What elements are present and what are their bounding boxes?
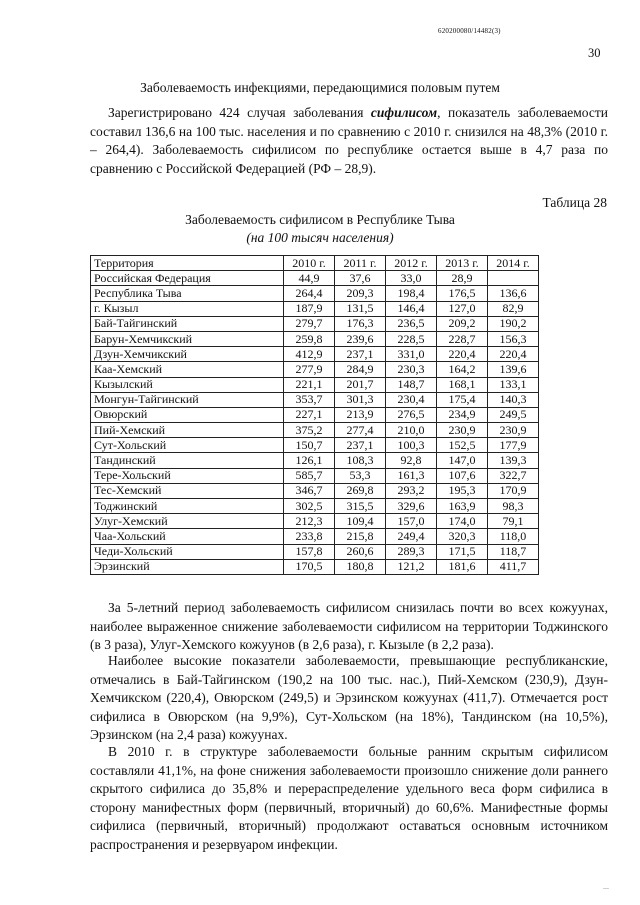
rate-cell: 161,3 [386,468,437,483]
territory-cell: Барун-Хемчикский [91,331,284,346]
rate-cell: 127,0 [437,301,488,316]
rate-cell: 346,7 [284,483,335,498]
column-header: 2010 г. [284,256,335,271]
column-header: 2014 г. [488,256,539,271]
rate-cell: 213,9 [335,407,386,422]
rate-cell: 190,2 [488,316,539,331]
rate-cell: 157,0 [386,514,437,529]
territory-cell: Сут-Хольский [91,438,284,453]
paragraph-trend: За 5-летний период заболеваемость сифилисом снизилась почти во всех кожуунах, наиболее выраженное снижение заболеваемости сифилисом на территории Тоджинского (в 3 раза), Улуг-Хемского кожуунов (в 2,6 раза), г. Кызыле (в 2,2 раза). [90,600,608,653]
rate-cell: 279,7 [284,316,335,331]
territory-cell: Тере-Хольский [91,468,284,483]
intro-text-after: , показатель заболеваемости составил 136,6 на 100 тыс. населения и по сравнению с 2010 г. снизился на 48,3% (2010 г. – 264,4). Заболеваемость сифилисом по республике остается выше в 4,7 раза по сравнению с Российской Федерацией (РФ – 28,9). [90,105,608,176]
table-row [91,453,539,468]
rate-cell: 277,4 [335,423,386,438]
rate-cell: 187,9 [284,301,335,316]
rate-cell: 331,0 [386,347,437,362]
territory-cell: Российская Федерация [91,271,284,286]
rate-cell: 108,3 [335,453,386,468]
rate-cell: 170,9 [488,483,539,498]
rate-cell: 147,0 [437,453,488,468]
table-row [91,423,539,438]
intro-emphasis: сифилисом [370,105,438,120]
table-row [91,407,539,422]
territory-cell: Республика Тыва [91,286,284,301]
column-header: 2011 г. [335,256,386,271]
rate-cell: 98,3 [488,499,539,514]
rate-cell: 118,0 [488,529,539,544]
rate-cell: 164,2 [437,362,488,377]
syphilis-incidence-table [90,255,539,575]
rate-cell: 198,4 [386,286,437,301]
table-row [91,544,539,559]
rate-cell: 177,9 [488,438,539,453]
rate-cell: 375,2 [284,423,335,438]
column-header: Территория [91,256,284,271]
rate-cell: 259,8 [284,331,335,346]
rate-cell: 163,9 [437,499,488,514]
rate-cell: 156,3 [488,331,539,346]
rate-cell: 302,5 [284,499,335,514]
territory-cell: Чаа-Хольский [91,529,284,544]
rate-cell: 152,5 [437,438,488,453]
table-row [91,468,539,483]
rate-cell: 289,3 [386,544,437,559]
table-row [91,483,539,498]
column-header: 2012 г. [386,256,437,271]
rate-cell: 301,3 [335,392,386,407]
rate-cell: 170,5 [284,559,335,574]
territory-cell: Чеди-Хольский [91,544,284,559]
rate-cell: 126,1 [284,453,335,468]
table-label: Таблица 28 [542,195,607,210]
rate-cell: 237,1 [335,438,386,453]
rate-cell: 315,5 [335,499,386,514]
table-row [91,392,539,407]
rate-cell: 237,1 [335,347,386,362]
territory-cell: Каа-Хемский [91,362,284,377]
rate-cell: 150,7 [284,438,335,453]
column-header: 2013 г. [437,256,488,271]
territory-cell: Дзун-Хемчикский [91,347,284,362]
rate-cell: 79,1 [488,514,539,529]
territory-cell: Монгун-Тайгинский [91,392,284,407]
table-title: Заболеваемость сифилисом в Республике Тыва [185,212,455,227]
rate-cell: 139,3 [488,453,539,468]
rate-cell: 215,8 [335,529,386,544]
rate-cell: 44,9 [284,271,335,286]
table-row [91,316,539,331]
rate-cell: 148,7 [386,377,437,392]
rate-cell: 131,5 [335,301,386,316]
rate-cell: 230,4 [386,392,437,407]
rate-cell: 227,1 [284,407,335,422]
table-row [91,331,539,346]
rate-cell: 28,9 [437,271,488,286]
rate-cell: 236,5 [386,316,437,331]
territory-cell: Тес-Хемский [91,483,284,498]
rate-cell: 171,5 [437,544,488,559]
rate-cell [488,271,539,286]
rate-cell: 234,9 [437,407,488,422]
table-row [91,347,539,362]
rate-cell: 412,9 [284,347,335,362]
territory-cell: Бай-Тайгинский [91,316,284,331]
rate-cell: 209,3 [335,286,386,301]
rate-cell: 293,2 [386,483,437,498]
rate-cell: 209,2 [437,316,488,331]
table-row [91,499,539,514]
rate-cell: 181,6 [437,559,488,574]
rate-cell: 585,7 [284,468,335,483]
section-title: Заболеваемость инфекциями, передающимися половым путем [140,80,500,95]
rate-cell: 92,8 [386,453,437,468]
rate-cell: 37,6 [335,271,386,286]
rate-cell: 269,8 [335,483,386,498]
rate-cell: 82,9 [488,301,539,316]
footer-mark: ... [603,882,609,891]
rate-cell: 230,3 [386,362,437,377]
territory-cell: Кызылский [91,377,284,392]
rate-cell: 284,9 [335,362,386,377]
table-subtitle: (на 100 тысяч населения) [246,230,394,245]
page-number: 30 [588,46,601,60]
rate-cell: 230,9 [488,423,539,438]
rate-cell: 411,7 [488,559,539,574]
rate-cell: 249,5 [488,407,539,422]
rate-cell: 228,5 [386,331,437,346]
rate-cell: 33,0 [386,271,437,286]
rate-cell: 249,4 [386,529,437,544]
territory-cell: Тоджинский [91,499,284,514]
territory-cell: Улуг-Хемский [91,514,284,529]
table-row [91,559,539,574]
rate-cell: 109,4 [335,514,386,529]
rate-cell: 157,8 [284,544,335,559]
rate-cell: 210,0 [386,423,437,438]
territory-cell: Тандинский [91,453,284,468]
territory-cell: Пий-Хемский [91,423,284,438]
rate-cell: 139,6 [488,362,539,377]
table-row [91,514,539,529]
rate-cell: 230,9 [437,423,488,438]
territory-cell: Овюрский [91,407,284,422]
rate-cell: 53,3 [335,468,386,483]
rate-cell: 175,4 [437,392,488,407]
rate-cell: 260,6 [335,544,386,559]
table-row [91,271,539,286]
intro-paragraph [90,104,608,178]
rate-cell: 168,1 [437,377,488,392]
table-row [91,301,539,316]
paragraph-highest: Наиболее высокие показатели заболеваемости, превышающие республиканские, отмечались в Бай-Тайгинском (190,2 на 100 тыс. нас.), Пий-Хемском (230,9), Дзун-Хемчикском (220,4), Овюрском (249,5) и Эрзинском кожуунах (411,7). Отмечается рост сифилиса в Овюрском (на 9,9%), Сут-Хольском (на 18%), Тандинском (на 10,5%), Эрзинском (на 2,4 раза) кожуунах. [90,653,608,743]
rate-cell: 140,3 [488,392,539,407]
territory-cell: Эрзинский [91,559,284,574]
rate-cell: 329,6 [386,499,437,514]
rate-cell: 353,7 [284,392,335,407]
rate-cell: 233,8 [284,529,335,544]
rate-cell: 276,5 [386,407,437,422]
rate-cell: 228,7 [437,331,488,346]
rate-cell: 146,4 [386,301,437,316]
territory-cell: г. Кызыл [91,301,284,316]
rate-cell: 107,6 [437,468,488,483]
rate-cell: 136,6 [488,286,539,301]
table-row [91,286,539,301]
rate-cell: 212,3 [284,514,335,529]
table-row [91,529,539,544]
rate-cell: 180,8 [335,559,386,574]
rate-cell: 277,9 [284,362,335,377]
rate-cell: 320,3 [437,529,488,544]
table-row [91,377,539,392]
table-row [91,362,539,377]
intro-text-before: Зарегистрировано 424 случая заболевания [108,105,371,120]
rate-cell: 118,7 [488,544,539,559]
rate-cell: 201,7 [335,377,386,392]
rate-cell: 133,1 [488,377,539,392]
rate-cell: 220,4 [488,347,539,362]
paragraph-structure: В 2010 г. в структуре заболеваемости больные ранним скрытым сифилисом составляли 41,1%, на фоне снижения заболеваемости произошло снижение доли раннего скрытого сифилиса до 35,8% и перераспределение удельного веса форм сифилиса в сторону манифестных форм (первичный, вторичный) до 60,6%. Манифестные формы сифилиса (первичный, вторичный) продолжают оставаться основным источником распространения и резервуаром инфекции. [90,744,608,852]
rate-cell: 239,6 [335,331,386,346]
rate-cell: 176,3 [335,316,386,331]
rate-cell: 174,0 [437,514,488,529]
rate-cell: 220,4 [437,347,488,362]
rate-cell: 322,7 [488,468,539,483]
rate-cell: 264,4 [284,286,335,301]
rate-cell: 121,2 [386,559,437,574]
rate-cell: 195,3 [437,483,488,498]
rate-cell: 100,3 [386,438,437,453]
table-header-row [91,256,539,271]
rate-cell: 221,1 [284,377,335,392]
rate-cell: 176,5 [437,286,488,301]
table-row [91,438,539,453]
document-id: 620200080/14482(3) [438,27,501,35]
